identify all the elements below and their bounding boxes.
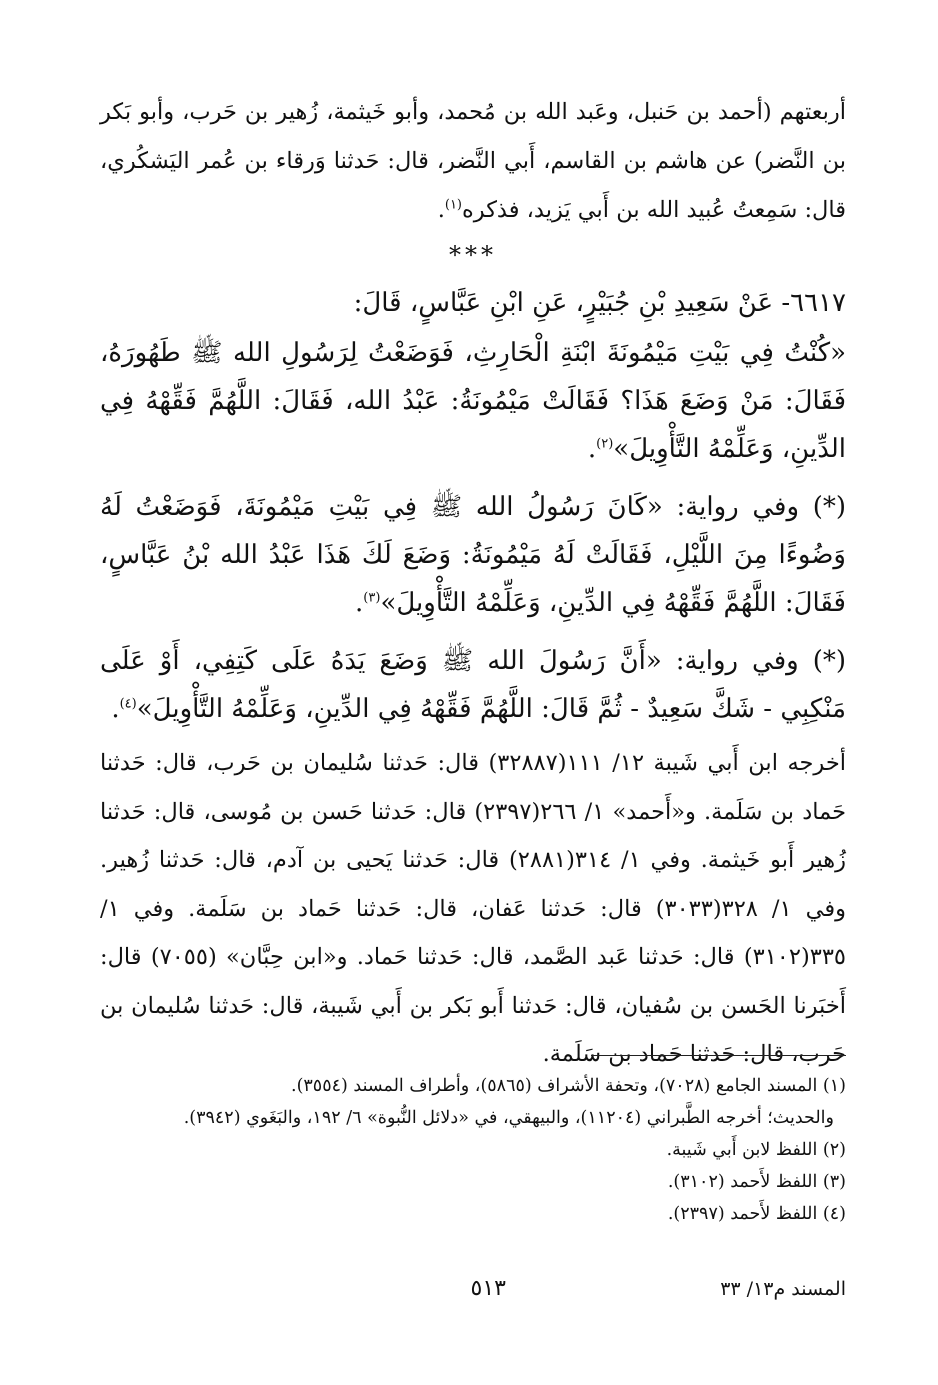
volume-signature: المسند م١٣/ ٣٣ <box>720 1278 846 1300</box>
footnote-ref-2: (٢) <box>596 436 614 452</box>
footnote-4: (٤) اللفظ لأَحمد (٢٣٩٧). <box>667 1204 846 1224</box>
continuation-paragraph <box>100 88 846 235</box>
footnote-ref-3: (٣) <box>363 590 381 606</box>
riwaya-1-body: (*) وفي رواية: «كَانَ رَسُولُ الله ﷺ فِي بَيْتِ مَيْمُونَةَ، فَوَضَعْتُ لَهُ وَضُوءًا مِنَ اللَّيْلِ، فَقَالَتْ لَهُ مَيْمُونَةُ: وَضَعَ لَكَ هَذَا عَبْدُ الله بْنُ عَبَّاسٍ، فَقَالَ: اللَّهُمَّ فَقِّهْهُ فِي الدِّينِ، وَعَلِّمْهُ التَّأْوِيلَ» <box>100 492 846 618</box>
riwaya-paragraph-1 <box>100 483 846 627</box>
hadith-heading: ٦٦١٧- عَنْ سَعِيدِ بْنِ جُبَيْرٍ، عَنِ ابْنِ عَبَّاسٍ، قَالَ: <box>353 288 846 318</box>
page-footer <box>100 1278 846 1318</box>
footnote-1: (١) المسند الجامع (٧٠٢٨)، وتحفة الأشراف (٥٨٦٥)، وأطراف المسند (٣٥٥٤). <box>291 1076 846 1096</box>
footnote-1-continuation: والحديث؛ أخرجه الطَّبراني (١١٢٠٤)، والبيهقي، في «دلائل النُّبوة» ٦/ ١٩٢، والبَغَوي (٣٩٤٢). <box>183 1108 834 1128</box>
riwaya-paragraph-2 <box>100 637 846 733</box>
footnote-3: (٣) اللفظ لأَحمد (٣١٠٢). <box>667 1172 846 1192</box>
footnote-2: (٢) اللفظ لابن أَبي شَيبة. <box>666 1140 846 1160</box>
takhrij-paragraph: أخرجه ابن أَبي شَيبة ١٢/ ١١١(٣٢٨٨٧) قال: حَدثنا سُليمان بن حَرب، قال: حَدثنا حَماد بن سَلَمة. و«أَحمد» ١/ ٢٦٦(٢٣٩٧) قال: حَدثنا حَسن بن مُوسى، قال: حَدثنا زُهير أَبو خَيثمة. وفي ١/ ٣١٤(٢٨٨١) قال: حَدثنا يَحيى بن آدم، قال: حَدثنا زُهير. وفي ١/ ٣٢٨(٣٠٣٣) قال: حَدثنا عَفان، قال: حَدثنا حَماد بن سَلَمة. وفي ١/ ٣٣٥(٣١٠٢) قال: حَدثنا عَبد الصَّمد، قال: حَدثنا حَماد. و«ابن حِبَّان» (٧٠٥٥) قال: أَخبَرنا الحَسن بن سُفيان، قال: حَدثنا أَبو بَكر بن أَبي شَيبة، قال: حَدثنا سُليمان بن حَرب، قال: حَدثنا حَماد بن سَلَمة. <box>100 750 847 1067</box>
section-separator: *** <box>449 241 497 269</box>
hadith-main-end: . <box>587 434 597 464</box>
footnote-ref-1: (١) <box>444 197 462 213</box>
continuation-end: . <box>437 197 445 223</box>
footnotes <box>100 1070 846 1230</box>
footnote-ref-4: (٤) <box>119 696 137 712</box>
footnote-divider <box>591 1055 846 1056</box>
hadith-main-body: «كُنْتُ فِي بَيْتِ مَيْمُونَةَ ابْنَةِ الْحَارِثِ، فَوَضَعْتُ لِرَسُولِ الله ﷺ طَهُورَهُ، فَقَالَ: مَنْ وَضَعَ هَذَا؟ فَقَالَتْ مَيْمُونَةُ: عَبْدُ الله، فَقَالَ: اللَّهُمَّ فَقِّهْهُ فِي الدِّينِ، وَعَلِّمْهُ التَّأْوِيلَ» <box>100 338 846 464</box>
riwaya-1-end: . <box>355 588 364 618</box>
riwaya-2-end: . <box>111 694 120 724</box>
continuation-text: أربعتهم (أحمد بن حَنبل، وعَبد الله بن مُحمد، وأبو خَيثمة، زُهير بن حَرب، وأبو بَكر بن النَّضر) عن هاشم بن القاسم، أَبي النَّضر، قال: حَدثنا وَرقاء بن عُمر اليَشكُري، قال: سَمِعتُ عُبيد الله بن أَبي يَزيد، فذكره <box>100 99 846 223</box>
page-number: ٥١٣ <box>470 1276 506 1301</box>
hadith-main-text <box>100 329 846 473</box>
riwaya-2-body: (*) وفي رواية: «أَنَّ رَسُولَ الله ﷺ وَضَعَ يَدَهُ عَلَى كَتِفِي، أَوْ عَلَى مَنْكِبِي - شَكَّ سَعِيدٌ - ثُمَّ قَالَ: اللَّهُمَّ فَقِّهْهُ فِي الدِّينِ، وَعَلِّمْهُ التَّأْوِيلَ» <box>100 646 846 724</box>
